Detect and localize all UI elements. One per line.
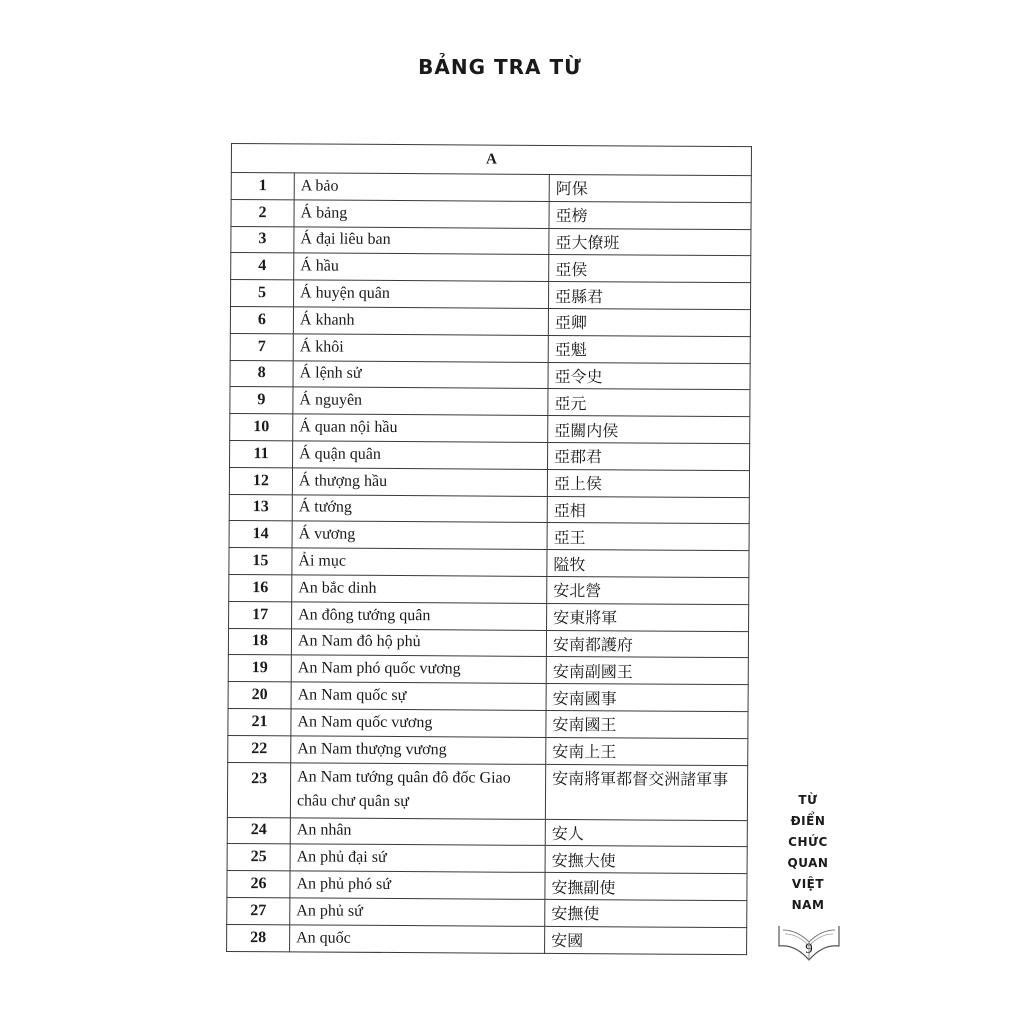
table-row bbox=[229, 521, 749, 551]
chinese-characters: 亞縣君 bbox=[548, 282, 750, 310]
table-row bbox=[231, 173, 751, 203]
table-body bbox=[227, 173, 752, 955]
section-header-row bbox=[231, 144, 751, 176]
table-row bbox=[231, 226, 751, 256]
vietnamese-term: An đông tướng quân bbox=[292, 602, 547, 630]
entry-number: 19 bbox=[228, 655, 291, 682]
entry-number: 22 bbox=[228, 735, 291, 762]
page-number: 9 bbox=[805, 941, 813, 957]
vietnamese-term: Ải mục bbox=[292, 548, 547, 576]
chinese-characters: 亞上侯 bbox=[547, 469, 749, 497]
table-row bbox=[228, 628, 748, 658]
table-row bbox=[228, 708, 748, 738]
vietnamese-term: A bảo bbox=[294, 173, 549, 201]
entry-number: 2 bbox=[231, 199, 294, 226]
chinese-characters: 亞相 bbox=[547, 496, 749, 524]
table-row bbox=[230, 440, 750, 470]
chinese-characters: 安南都護府 bbox=[546, 630, 748, 658]
table-row bbox=[227, 897, 747, 927]
vietnamese-term: Á lệnh sử bbox=[293, 360, 548, 388]
vietnamese-term: Á quận quân bbox=[293, 441, 548, 469]
entry-number: 14 bbox=[229, 521, 292, 548]
entry-number: 25 bbox=[227, 844, 290, 871]
vietnamese-term: An Nam tướng quân đô đốc Giao châu chư quân sự bbox=[290, 762, 545, 819]
entry-number: 24 bbox=[227, 817, 290, 844]
vietnamese-term: An bắc dinh bbox=[292, 575, 547, 603]
side-title-word: ĐIỂN bbox=[790, 814, 826, 828]
chinese-characters: 安撫副使 bbox=[545, 873, 747, 901]
chinese-characters: 隘牧 bbox=[547, 550, 749, 578]
table-row bbox=[229, 548, 749, 578]
vietnamese-term: Á nguyên bbox=[293, 387, 548, 415]
table-row bbox=[229, 574, 749, 604]
vietnamese-term: Á vương bbox=[292, 521, 547, 549]
entry-number: 16 bbox=[229, 574, 292, 601]
vietnamese-term: An Nam quốc sự bbox=[291, 682, 546, 710]
vietnamese-term: Á thượng hầu bbox=[292, 468, 547, 496]
entry-number: 8 bbox=[230, 360, 293, 387]
chinese-characters: 亞元 bbox=[548, 389, 750, 417]
table-row bbox=[227, 844, 747, 874]
chinese-characters: 安南上王 bbox=[546, 737, 748, 765]
vietnamese-term: An phủ sứ bbox=[290, 898, 545, 926]
table-row bbox=[229, 467, 749, 497]
side-title-word: TỪ bbox=[798, 793, 818, 807]
chinese-characters: 亞王 bbox=[547, 523, 749, 551]
vietnamese-term: Á hầu bbox=[294, 253, 549, 281]
side-title bbox=[776, 790, 840, 916]
vietnamese-term: An quốc bbox=[290, 925, 545, 953]
page-title: BẢNG TRA TỪ bbox=[418, 55, 582, 79]
chinese-characters: 亞大僚班 bbox=[549, 228, 751, 256]
vietnamese-term: An Nam quốc vương bbox=[291, 709, 546, 737]
chinese-characters: 安撫大使 bbox=[545, 846, 747, 874]
vietnamese-term: Á bảng bbox=[294, 200, 549, 228]
table-row bbox=[228, 735, 748, 765]
vietnamese-term: Á đại liêu ban bbox=[294, 226, 549, 254]
table-row bbox=[231, 199, 751, 229]
entry-number: 17 bbox=[229, 601, 292, 628]
table-row bbox=[228, 682, 748, 712]
entry-number: 28 bbox=[227, 924, 290, 951]
entry-number: 23 bbox=[227, 762, 290, 817]
vietnamese-term: An Nam đô hộ phủ bbox=[291, 628, 546, 656]
chinese-characters: 安南國王 bbox=[546, 710, 748, 738]
chinese-characters: 亞卿 bbox=[548, 308, 750, 336]
vietnamese-term: An Nam phó quốc vương bbox=[291, 655, 546, 683]
chinese-characters: 亞郡君 bbox=[548, 442, 750, 470]
table-row bbox=[231, 280, 751, 310]
table-row bbox=[230, 387, 750, 417]
table-row bbox=[230, 414, 750, 444]
entry-number: 3 bbox=[231, 226, 294, 253]
entry-number: 4 bbox=[231, 253, 294, 280]
chinese-characters: 安人 bbox=[545, 819, 747, 847]
chinese-characters: 安北營 bbox=[547, 576, 749, 604]
table-row bbox=[227, 871, 747, 901]
vietnamese-term: Á quan nội hầu bbox=[293, 414, 548, 442]
chinese-characters: 亞榜 bbox=[549, 201, 751, 229]
entry-number: 26 bbox=[227, 871, 290, 898]
entry-number: 20 bbox=[228, 682, 291, 709]
chinese-characters: 亞關内侯 bbox=[548, 416, 750, 444]
entry-number: 13 bbox=[229, 494, 292, 521]
chinese-characters: 安國 bbox=[545, 926, 747, 954]
vietnamese-term: An Nam thượng vương bbox=[291, 736, 546, 764]
table-row bbox=[229, 601, 749, 631]
vietnamese-term: Á tướng bbox=[292, 494, 547, 522]
table-row bbox=[227, 762, 747, 820]
entry-number: 21 bbox=[228, 708, 291, 735]
section-letter: A bbox=[231, 144, 751, 176]
side-title-word: QUAN bbox=[787, 856, 829, 870]
table-row bbox=[229, 494, 749, 524]
table-row bbox=[231, 253, 751, 283]
vietnamese-term: Á khanh bbox=[293, 307, 548, 335]
entry-number: 11 bbox=[230, 440, 293, 467]
table-row bbox=[230, 360, 750, 390]
lookup-table bbox=[226, 143, 752, 955]
entry-number: 5 bbox=[231, 280, 294, 307]
table-row bbox=[230, 333, 750, 363]
chinese-characters: 安南副國王 bbox=[546, 657, 748, 685]
chinese-characters: 阿保 bbox=[549, 174, 751, 202]
vietnamese-term: Á khôi bbox=[293, 334, 548, 362]
vietnamese-term: An nhân bbox=[290, 817, 545, 845]
vietnamese-term: Á huyện quân bbox=[294, 280, 549, 308]
table-row bbox=[228, 655, 748, 685]
chinese-characters: 亞侯 bbox=[549, 255, 751, 283]
entry-number: 15 bbox=[229, 548, 292, 575]
table-row bbox=[227, 817, 747, 847]
chinese-characters: 安東將軍 bbox=[547, 603, 749, 631]
table-row bbox=[227, 924, 747, 954]
side-title-word: CHỨC bbox=[788, 835, 828, 849]
side-title-word: VIỆT bbox=[791, 877, 825, 891]
entry-number: 7 bbox=[230, 333, 293, 360]
vietnamese-term: An phủ đại sứ bbox=[290, 844, 545, 872]
table-row bbox=[230, 306, 750, 336]
entry-number: 18 bbox=[228, 628, 291, 655]
side-title-word: NAM bbox=[791, 898, 825, 912]
entry-number: 12 bbox=[229, 467, 292, 494]
chinese-characters: 亞魁 bbox=[548, 335, 750, 363]
chinese-characters: 安撫使 bbox=[545, 899, 747, 927]
entry-number: 9 bbox=[230, 387, 293, 414]
entry-number: 6 bbox=[230, 306, 293, 333]
chinese-characters: 亞令史 bbox=[548, 362, 750, 390]
chinese-characters: 安南將軍都督交洲諸軍事 bbox=[545, 764, 747, 820]
vietnamese-term: An phủ phó sứ bbox=[290, 871, 545, 899]
entry-number: 10 bbox=[230, 414, 293, 441]
entry-number: 1 bbox=[231, 173, 294, 200]
chinese-characters: 安南國事 bbox=[546, 684, 748, 712]
entry-number: 27 bbox=[227, 897, 290, 924]
